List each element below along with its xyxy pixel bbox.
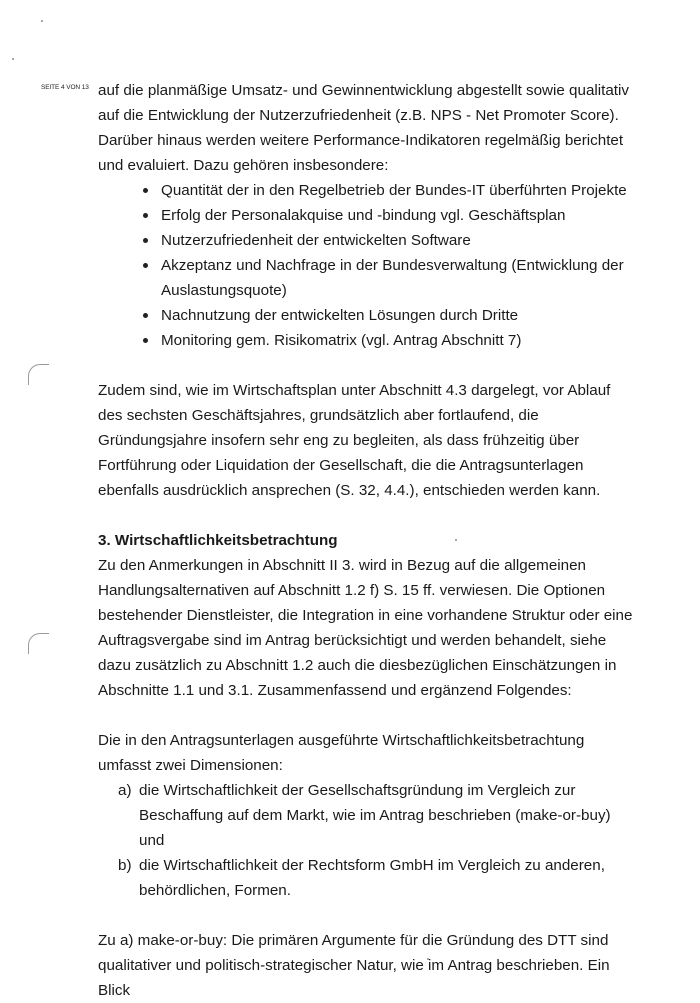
list-item: b) die Wirtschaftlichkeit der Rechtsform GmbH im Vergleich zu anderen, behördlichen, Formen. xyxy=(118,857,605,899)
bullet-icon xyxy=(143,238,148,243)
list-item: Akzeptanz und Nachfrage in der Bundesverwaltung (Entwicklung der Auslastungsquote) xyxy=(98,253,638,303)
punch-hole-mark xyxy=(28,364,49,385)
section-heading: 3. Wirtschaftlichkeitsbetrachtung xyxy=(98,532,338,549)
scan-speck xyxy=(41,20,43,22)
paragraph-kpi-intro: auf die planmäßige Umsatz- und Gewinnentwicklung abgestellt sowie qualitativ auf die Entwicklung der Nutzerzufriedenheit (z.B. NPS - Net Promoter Score). Darüber hinaus werden weitere Performance-Indikatoren regelmäßig berichtet und evaluiert. Dazu gehören insbesondere: xyxy=(98,82,629,174)
page-number-marker: SEITE 4 VON 13 xyxy=(41,84,89,91)
spacer xyxy=(98,503,638,528)
bullet-list-indicators xyxy=(98,178,638,353)
paragraph-alternatives: Zu den Anmerkungen in Abschnitt II 3. wird in Bezug auf die allgemeinen Handlungsalternativen auf Abschnitt 1.2 f) S. 15 ff. verwiesen. Die Optionen bestehender Dienstleister, die Integration in eine vorhandene Struktur oder eine Auftragsvergabe sind im Antrag berücksichtigt und werden behandelt, siehe dazu zusätzlich zu Abschnitt 1.2 auch die diesbezüglichen Einschätzungen in Abschnitte 1.1 und 3.1. Zusammenfassend und ergänzend Folgendes: xyxy=(98,557,633,699)
list-item: Erfolg der Personalakquise und -bindung vgl. Geschäftsplan xyxy=(98,203,638,228)
list-item: Nutzerzufriedenheit der entwickelten Software xyxy=(98,228,638,253)
bullet-icon xyxy=(143,213,148,218)
punch-hole-mark xyxy=(28,633,49,654)
lettered-list xyxy=(98,778,638,903)
paragraph-monitoring: Zudem sind, wie im Wirtschaftsplan unter Abschnitt 4.3 dargelegt, vor Ablauf des sechsten Geschäftsjahres, grundsätzlich aber fortlaufend, die Gründungsjahre insofern sehr eng zu begleiten, als dass frühzeitig über Fortführung oder Liquidation der Gesellschaft, die die Antragsunterlagen ebenfalls ausdrücklich ansprechen (S. 32, 4.4.), entschieden werden kann. xyxy=(98,382,611,499)
bullet-icon xyxy=(143,188,148,193)
scan-speck xyxy=(12,58,14,60)
list-item: Nachnutzung der entwickelten Lösungen durch Dritte xyxy=(98,303,638,328)
spacer xyxy=(98,903,638,928)
paragraph-dimensions-intro: Die in den Antragsunterlagen ausgeführte Wirtschaftlichkeitsbetrachtung umfasst zwei Dimensionen: xyxy=(98,732,585,774)
bullet-icon xyxy=(143,313,148,318)
bullet-icon xyxy=(143,263,148,268)
list-item: Quantität der in den Regelbetrieb der Bundes-IT überführten Projekte xyxy=(98,178,638,203)
spacer xyxy=(98,353,638,378)
list-item: a) die Wirtschaftlichkeit der Gesellschaftsgründung im Vergleich zur Beschaffung auf dem Markt, wie im Antrag beschrieben (make-or-buy) und xyxy=(118,782,611,849)
paragraph-make-or-buy: Zu a) make-or-buy: Die primären Argumente für die Gründung des DTT sind qualitativer und politisch-strategischer Natur, wie im Antrag beschrieben. Ein Blick xyxy=(98,932,610,999)
list-item: Monitoring gem. Risikomatrix (vgl. Antrag Abschnitt 7) xyxy=(98,328,638,353)
bullet-icon xyxy=(143,338,148,343)
spacer xyxy=(98,703,638,728)
document-body xyxy=(98,78,638,1003)
